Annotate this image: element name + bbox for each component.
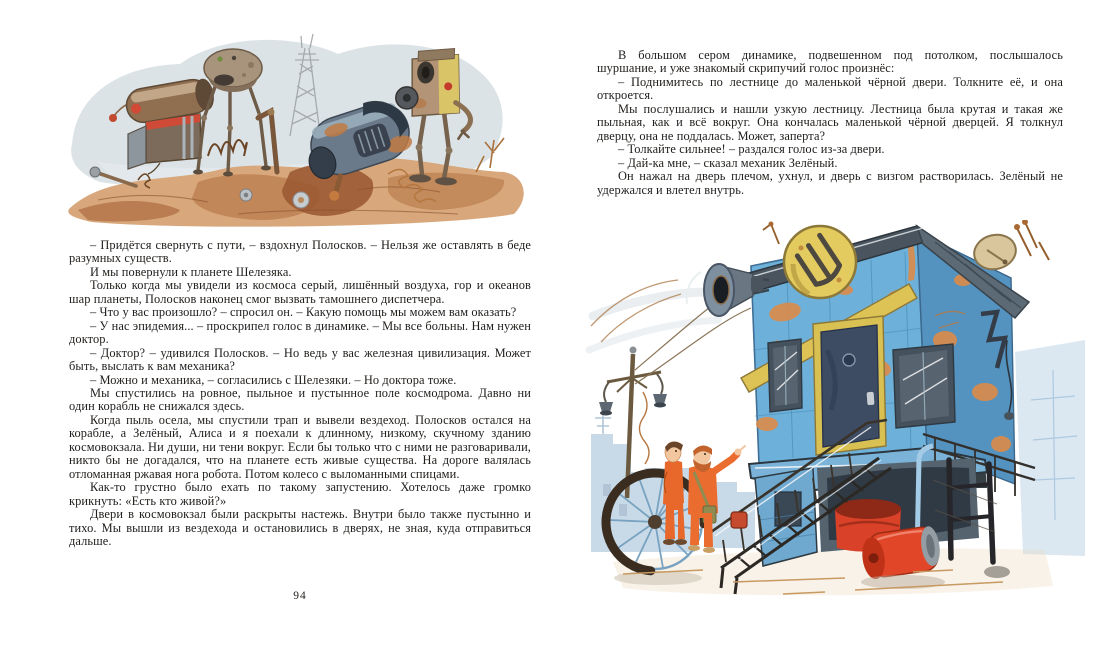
paragraph: И мы повернули к планете Шелезяка.	[90, 264, 292, 279]
paragraph: Мы послушались и нашли узкую лестницу. Лестница была крутая и такая же пыльная, как и всё вокруг. Она кончалась маленькой чёрной дверцей. Я толкнул дверцу, она не поддалась. Может, заперта?	[597, 101, 1063, 143]
paragraph: Мы спустились на ровное, пыльное и пустынное поле космодрома. Давно ни один корабль не снижался здесь.	[69, 385, 531, 414]
robot-junkyard-illustration	[58, 22, 546, 230]
paragraph: Когда пыль осела, мы спустили трап и вывели вездеход. Полосков остался на корабле, а Зелёный, Алиса и я поехали к длинному, низкому, скучному зданию космовокзала. Ни души, ни тени вокруг. Если бы только что с ними не разговаривали, никто бы не догадался, что на планете есть живые существа. На дороге валялась отломанная ржавая нога робота. Потом колесо с выломанными спицами.	[69, 412, 531, 481]
paragraph: – Что у вас произошло? – спросил он. – Какую помощь мы можем вам оказать?	[90, 305, 517, 320]
right-page-text	[597, 49, 1063, 197]
paragraph: Двери в космовокзал были раскрыты настежь. Внутри было также пустынно и тихо. Мы вышли из вездехода и остановились в дверях, не зная, куда отправиться дальше.	[69, 507, 531, 548]
paragraph: Как-то грустно было ехать по такому запустению. Хотелось даже громко крикнуть: «Есть кто живой?»	[69, 480, 531, 508]
spaceport-shack-illustration	[583, 220, 1085, 624]
paragraph: – Дай-ка мне, – сказал механик Зелёный.	[618, 155, 838, 170]
page-number: 94	[293, 590, 307, 602]
left-page-text	[69, 239, 531, 548]
shack	[731, 220, 1049, 484]
paragraph: Он нажал на дверь плечом, ухнул, и дверь с визгом растворилась. Зелёный не удержался и влетел внутрь.	[597, 169, 1063, 197]
paragraph: В большом сером динамике, подвешенном под потолком, послышалось шуршание, и уже знакомый скрипучий голос произнёс:	[597, 48, 1063, 76]
paragraph: – Толкайте сильнее! – раздался голос из-за двери.	[618, 142, 885, 157]
paragraph: – Поднимитесь по лестнице до маленькой чёрной двери. Толкните её, и она откроется.	[597, 74, 1063, 103]
paragraph: Только когда мы увидели из космоса серый, лишённый воздуха, гор и океанов шар планеты, Полосков наконец смог вызвать тамошнего диспетчера.	[69, 278, 531, 306]
paragraph: – У нас эпидемия... – проскрипел голос в динамике. – Мы все больны. Нам нужен доктор.	[69, 318, 531, 347]
paragraph: – Придётся свернуть с пути, – вздохнул Полосков. – Нельзя же оставлять в беде разумных существ.	[69, 238, 531, 266]
paragraph: – Можно и механика, – согласились с Шелезяки. – Но доктора тоже.	[90, 372, 457, 387]
paragraph: – Доктор? – удивился Полосков. – Но ведь у вас железная цивилизация. Может быть, выслать к вам механика?	[69, 345, 531, 374]
